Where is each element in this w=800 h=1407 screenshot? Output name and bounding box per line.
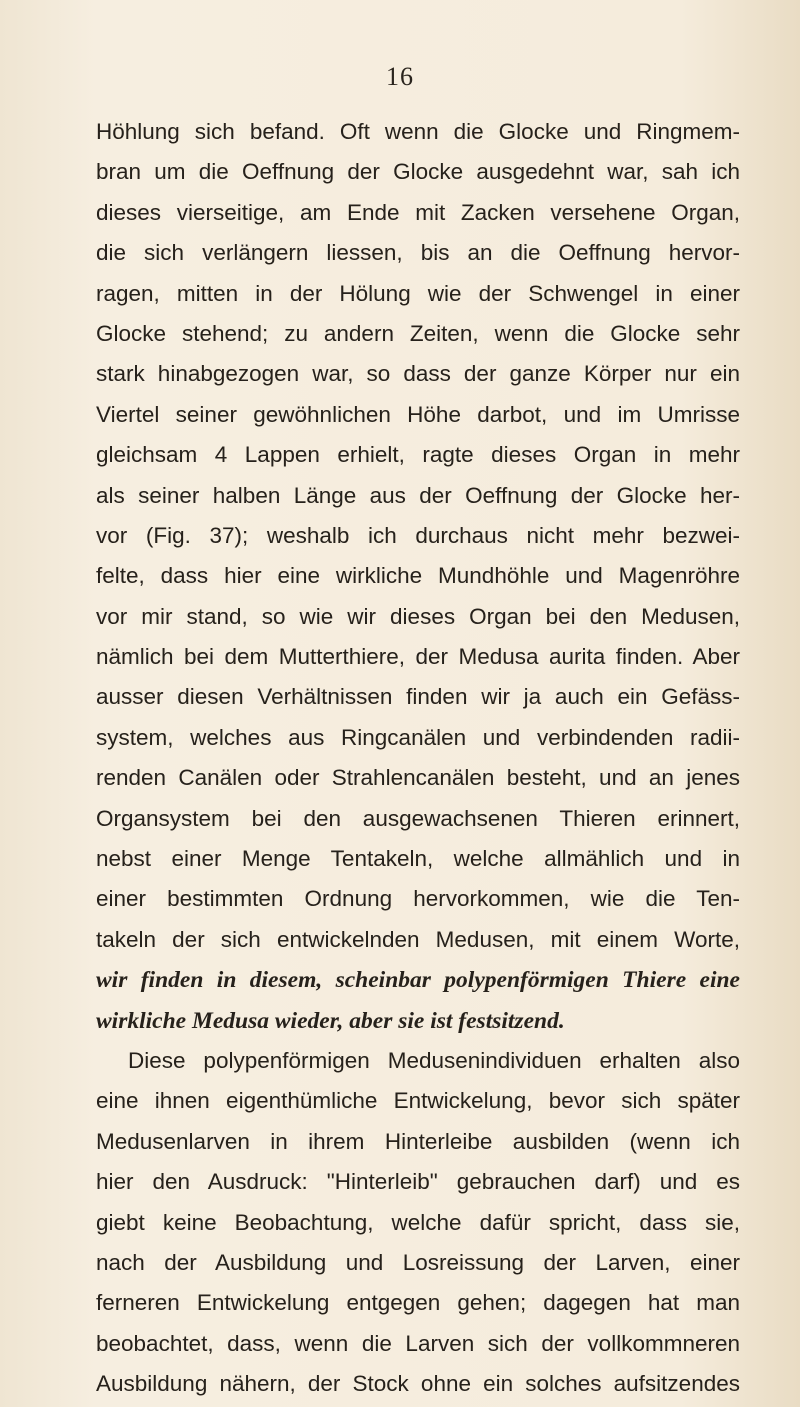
text-line: takeln der sich entwickelnden Medusen, mit einem Worte, — [96, 926, 740, 952]
text-line: eine ihnen eigenthümliche Entwickelung, bevor sich später — [96, 1088, 740, 1114]
text-line: beobachtet, dass, wenn die Larven sich der vollkommneren — [96, 1330, 740, 1356]
text-line: giebt keine Beobachtung, welche dafür spricht, dass sie, — [96, 1209, 740, 1235]
text-line: Höhlung sich befand. Oft wenn die Glocke und Ringmem- — [96, 119, 740, 144]
text-line: Organsystem bei den ausgewachsenen Thieren erinnert, — [96, 805, 740, 831]
text-line: bran um die Oeffnung der Glocke ausgedehnt war, sah ich — [96, 159, 740, 185]
text-line: ausser diesen Verhältnissen finden wir ja auch ein Gefäss- — [96, 684, 740, 710]
text-line: Medusenlarven in ihrem Hinterleibe ausbilden (wenn ich — [96, 1128, 740, 1154]
text-line: vor mir stand, so wie wir dieses Organ bei den Medusen, — [96, 603, 740, 629]
text-line: gleichsam 4 Lappen erhielt, ragte dieses Organ in mehr — [96, 442, 740, 468]
text-line: stark hinabgezogen war, so dass der ganze Körper nur ein — [96, 361, 740, 387]
page-number: 16 — [386, 62, 414, 91]
text-line: Viertel seiner gewöhnlichen Höhe darbot, und im Umrisse — [96, 401, 740, 427]
text-line: felte, dass hier eine wirkliche Mundhöhle und Magenröhre — [96, 563, 740, 589]
text-line: nämlich bei dem Mutterthiere, der Medusa aurita finden. Aber — [96, 644, 740, 670]
text-line: ferneren Entwickelung entgegen gehen; dagegen hat man — [96, 1290, 740, 1316]
italic-text-line: wirkliche Medusa wieder, aber sie ist festsitzend. — [96, 1007, 565, 1034]
paragraph-start-line: Diese polypenförmigen Medusenindividuen erhalten also — [128, 1047, 740, 1073]
italic-text-line: wir finden in diesem, scheinbar polypenförmigen Thiere eine — [96, 967, 740, 994]
text-line: ragen, mitten in der Hölung wie der Schwengel in einer — [96, 280, 740, 306]
text-line: Ausbildung nähern, der Stock ohne ein solches aufsitzendes — [96, 1371, 740, 1397]
text-line: renden Canälen oder Strahlencanälen besteht, und an jenes — [96, 765, 740, 791]
text-line: die sich verlängern liessen, bis an die Oeffnung hervor- — [96, 240, 740, 266]
text-line: vor (Fig. 37); weshalb ich durchaus nicht mehr bezwei- — [96, 522, 740, 548]
text-line: dieses vierseitige, am Ende mit Zacken versehene Organ, — [96, 199, 740, 225]
text-line: nach der Ausbildung und Losreissung der Larven, einer — [96, 1249, 740, 1275]
text-line: Glocke stehend; zu andern Zeiten, wenn die Glocke sehr — [96, 320, 740, 346]
text-line: system, welches aus Ringcanälen und verbindenden radii- — [96, 724, 740, 750]
body-text — [96, 112, 740, 1405]
text-line: nebst einer Menge Tentakeln, welche allmählich und in — [96, 846, 740, 872]
text-line: als seiner halben Länge aus der Oeffnung der Glocke her- — [96, 482, 740, 508]
text-line: einer bestimmten Ordnung hervorkommen, wie die Ten- — [96, 886, 740, 912]
text-line: hier den Ausdruck: "Hinterleib" gebrauchen darf) und es — [96, 1169, 740, 1195]
